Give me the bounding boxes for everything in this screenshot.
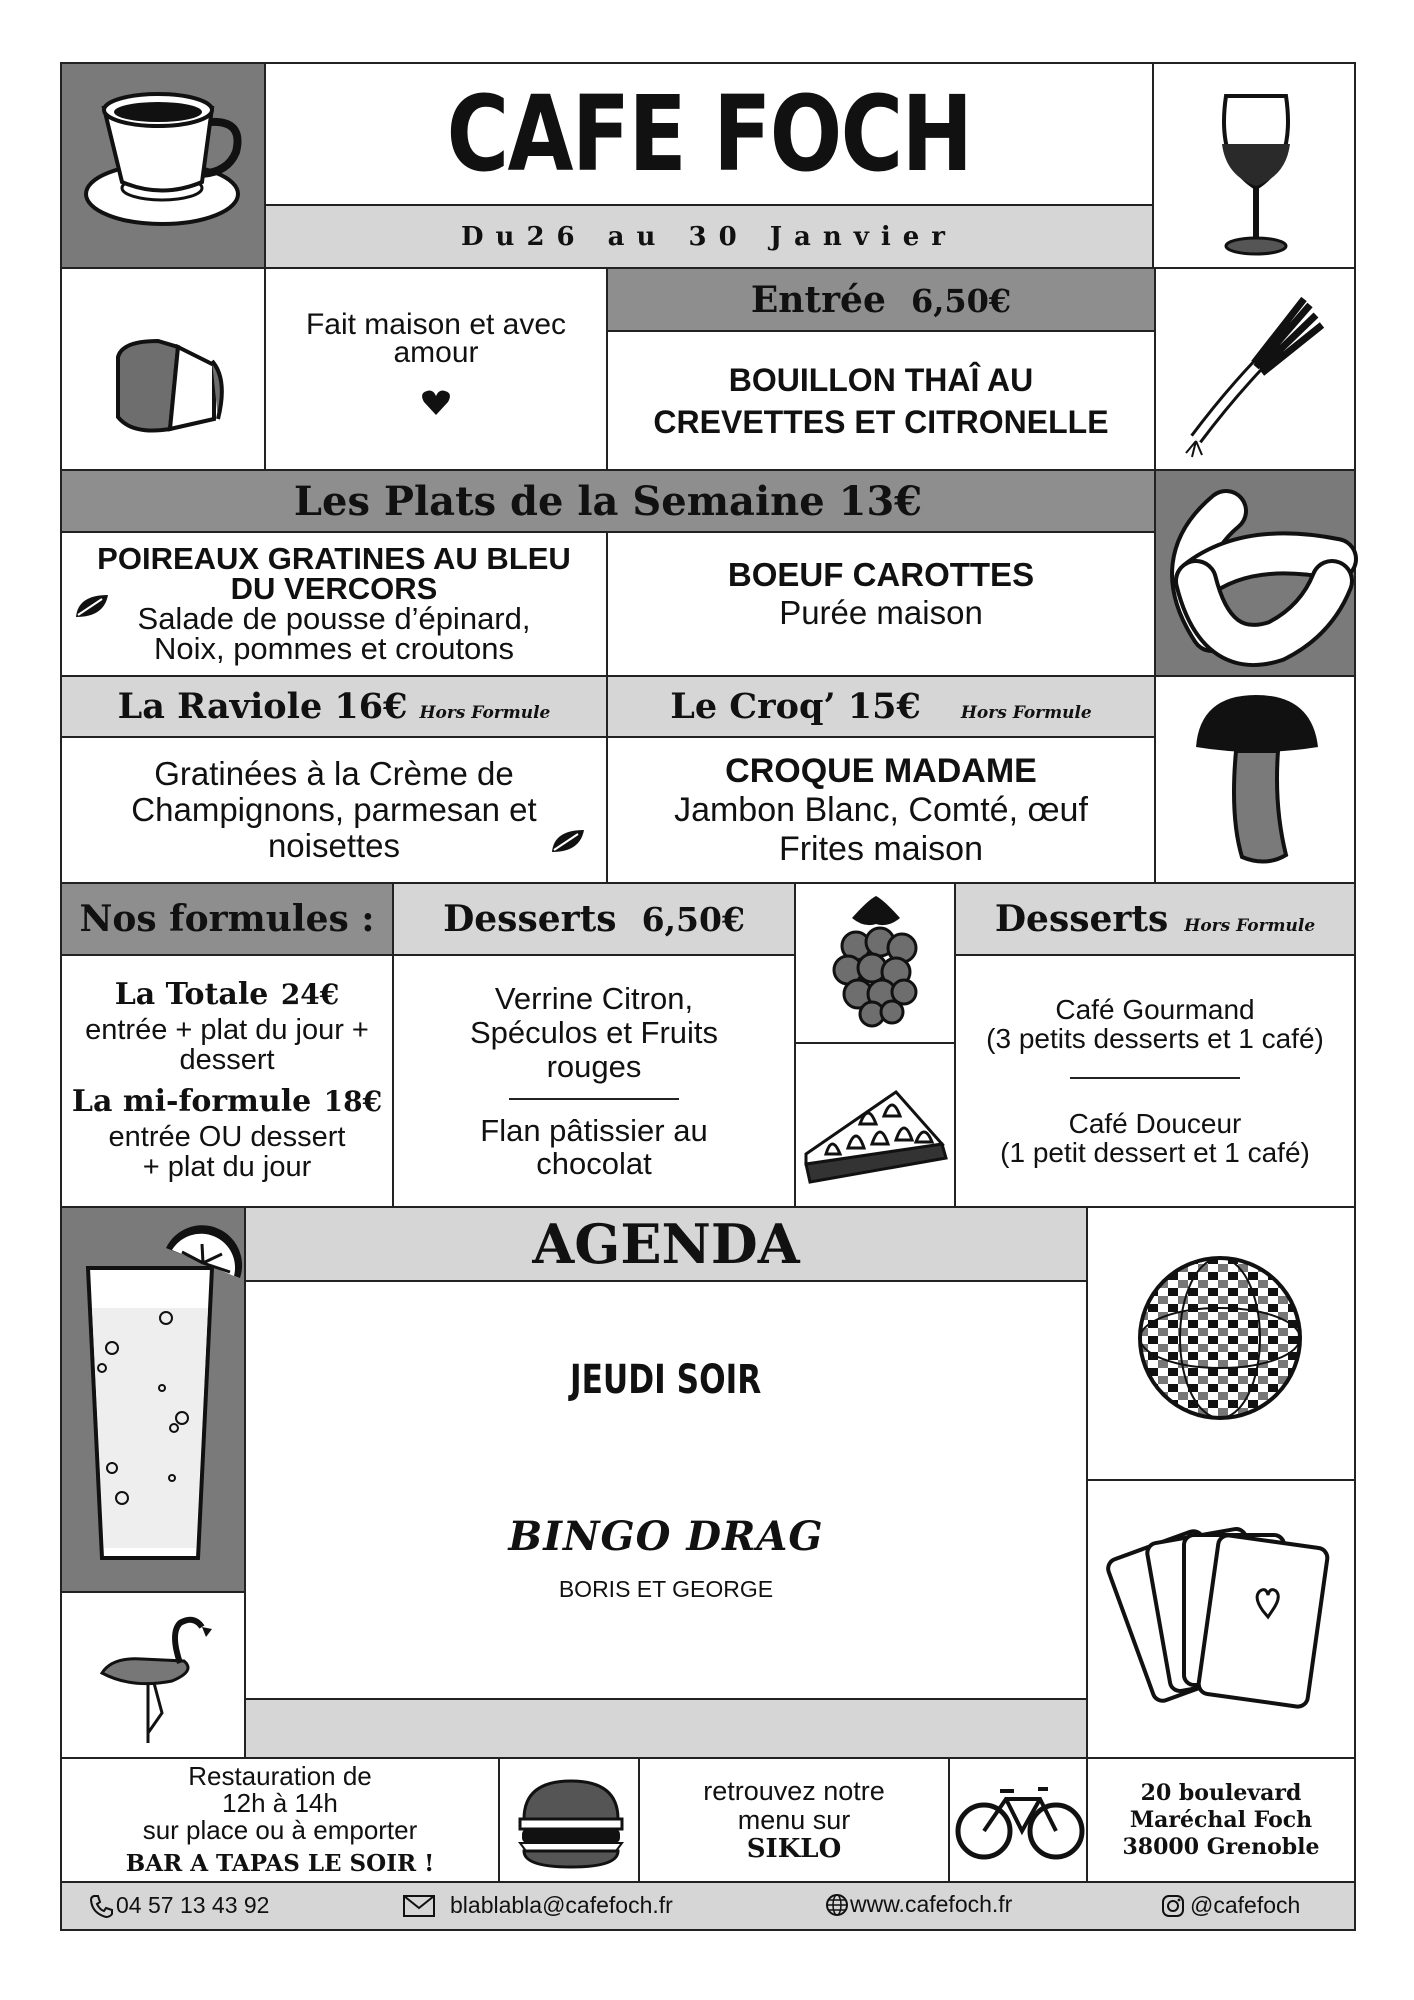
formule-2-line: + plat du jour [142, 1151, 312, 1183]
contact-website[interactable] [824, 1891, 1012, 1918]
leaf-icon [74, 591, 110, 621]
formule-2-title: La mi-formule [71, 1084, 312, 1119]
leaf-icon [550, 826, 586, 856]
phone-icon [88, 1893, 114, 1919]
formule-2-line: entrée OU dessert [108, 1121, 346, 1153]
instagram-icon [1160, 1893, 1186, 1919]
intro-text [305, 308, 567, 369]
address-text [1123, 1780, 1320, 1861]
raviole-line: noisettes [267, 827, 401, 864]
dessert-2-line: chocolat [536, 1146, 652, 1181]
raviole-header [60, 675, 608, 738]
hours-line: sur place ou à emporter [142, 1815, 418, 1845]
croq-line: Jambon Blanc, Comté, œuf [674, 790, 1088, 829]
entree-dish-line: CREVETTES ET CITRONELLE [653, 403, 1109, 440]
flamingo-icon [62, 1593, 248, 1761]
entree-header [606, 267, 1156, 332]
coffee-cup-icon [62, 64, 268, 271]
plat2-panel [606, 531, 1156, 677]
dessert-divider [509, 1098, 679, 1100]
cheese-icon [62, 269, 268, 473]
formule-1-line: dessert [179, 1044, 275, 1076]
dessert-2-line: Flan pâtissier au [480, 1113, 708, 1148]
formule-1-title: La Totale [114, 977, 269, 1012]
contact-bar [60, 1881, 1356, 1931]
dessert-1-line: Verrine Citron, [494, 981, 694, 1016]
leek-panel [1154, 267, 1356, 471]
phone-text: 04 57 13 43 92 [116, 1892, 270, 1918]
desserts-hf-tag: Hors Formule [1184, 916, 1316, 936]
desserts-header [392, 882, 796, 956]
hours-panel [60, 1757, 500, 1883]
raviole-tag: Hors Formule [419, 703, 551, 723]
dates-bar [264, 204, 1154, 269]
dates-text: Du26 au 30 Janvier [461, 221, 957, 252]
agenda-header [244, 1206, 1088, 1282]
cafe-gourmand-line: Café Gourmand [1055, 994, 1255, 1025]
siklo-text [703, 1777, 885, 1864]
raviole-desc [131, 756, 536, 864]
cheese-panel [60, 267, 266, 471]
croq-desc [674, 752, 1088, 869]
burger-icon [500, 1759, 642, 1885]
entree-title [751, 279, 1011, 321]
instagram-text: @cafefoch [1190, 1892, 1301, 1918]
sausage-panel [1154, 469, 1356, 677]
plat1-panel [60, 531, 608, 677]
cafe-douceur-line: Café Douceur [1068, 1108, 1242, 1139]
raviole-title: La Raviole 16€ [117, 686, 408, 727]
croq-panel [606, 736, 1156, 884]
desserts-hf-title-row [995, 898, 1315, 940]
hours-line: 12h à 14h [222, 1788, 338, 1818]
pie-panel [794, 1042, 956, 1208]
raviole-line: Champignons, parmesan et [131, 791, 537, 828]
leek-icon [1156, 269, 1358, 473]
drink-panel [60, 1206, 246, 1593]
siklo-line: retrouvez notre [703, 1775, 885, 1806]
plat2-desc: Purée maison [779, 594, 983, 631]
raspberry-panel [794, 882, 956, 1044]
raspberry-icon [796, 884, 958, 1046]
dessert-1-line: Spéculos et Fruits [469, 1015, 719, 1050]
plat1-desc: Salade de pousse d’épinard, [137, 601, 531, 636]
disco-ball-icon [1088, 1208, 1358, 1483]
bike-panel [948, 1757, 1088, 1883]
brand-panel [264, 62, 1154, 206]
intro-line: amour [393, 336, 479, 369]
plat1-name: POIREAUX GRATINES AU BLEU [97, 541, 571, 576]
dessert-1-line: rouges [546, 1049, 642, 1084]
desserts-hf-header [954, 882, 1356, 956]
sausage-icon [1156, 471, 1358, 679]
lemon-pie-icon [796, 1044, 958, 1210]
plat2-content [728, 556, 1034, 632]
contact-email[interactable] [402, 1892, 673, 1919]
heart-icon [421, 389, 451, 417]
croq-line: Frites maison [778, 829, 984, 868]
siklo-panel [638, 1757, 950, 1883]
hours-line: Restauration de [188, 1761, 372, 1791]
plats-title: Les Plats de la Semaine 13€ [293, 477, 923, 525]
entree-title-label: Entrée [750, 278, 886, 321]
plats-header [60, 469, 1156, 533]
website-text: www.cafefoch.fr [850, 1891, 1013, 1917]
bicycle-icon [950, 1759, 1090, 1885]
address-line: 20 boulevard [1140, 1779, 1302, 1806]
raviole-title-row [118, 686, 551, 727]
croq-title: Le Croq’ 15€ [670, 686, 921, 727]
dessert-2 [480, 1114, 707, 1180]
intro-panel [264, 267, 608, 471]
agenda-content [244, 1280, 1088, 1700]
entree-dish-line: BOUILLON THAÎ AU [728, 361, 1034, 398]
raviole-panel [60, 736, 608, 884]
plat1-name: DU VERCORS [230, 571, 438, 606]
contact-instagram[interactable] [1160, 1892, 1300, 1919]
intro-line: Fait maison et avec [305, 308, 567, 341]
wine-glass-icon [1154, 64, 1358, 271]
address-line: 38000 Grenoble [1122, 1833, 1320, 1860]
raviole-line: Gratinées à la Crème de [154, 755, 514, 792]
desserts-panel [392, 954, 796, 1208]
coffee-cup-panel [60, 62, 266, 269]
croq-header [606, 675, 1156, 738]
entree-dish-panel [606, 330, 1156, 471]
plat1-content [97, 541, 571, 666]
mushroom-panel [1154, 675, 1356, 884]
siklo-line: menu sur [737, 1804, 851, 1835]
cafe-gourmand [986, 995, 1324, 1053]
agenda-title: AGENDA [532, 1212, 800, 1276]
cafe-douceur-line: (1 petit dessert et 1 café) [1000, 1137, 1310, 1168]
agenda-event: BINGO DRAG [508, 1513, 824, 1560]
desserts-price: 6,50€ [641, 900, 745, 939]
formules-title: Nos formules : [79, 898, 375, 940]
playing-cards-icon [1088, 1481, 1358, 1761]
formule-1-price: 24€ [280, 978, 340, 1011]
soda-glass-icon [62, 1208, 248, 1595]
cafe-gourmand-line: (3 petits desserts et 1 café) [986, 1023, 1324, 1054]
disco-panel [1086, 1206, 1356, 1481]
plat2-name: BOEUF CAROTTES [727, 556, 1035, 593]
formules-header [60, 882, 394, 956]
formule-1-line: entrée + plat du jour + [85, 1014, 369, 1046]
desserts-hf-panel [954, 954, 1356, 1208]
mushroom-icon [1156, 677, 1358, 886]
entree-dish [653, 359, 1108, 443]
tapas-line: BAR A TAPAS LE SOIR ! [125, 1850, 435, 1877]
agenda-day: JEUDI SOIR [570, 1357, 762, 1403]
cards-panel [1086, 1479, 1356, 1759]
formule-1 [85, 977, 369, 1076]
agenda-hosts: BORIS ET GEORGE [558, 1576, 774, 1602]
wine-glass-panel [1152, 62, 1356, 269]
formule-2-price: 18€ [323, 1085, 383, 1118]
cafe-douceur [1000, 1109, 1310, 1167]
address-line: Maréchal Foch [1129, 1806, 1313, 1833]
globe-icon [824, 1892, 850, 1918]
dessert-1 [470, 982, 718, 1084]
formule-2 [71, 1084, 383, 1183]
formules-panel [60, 954, 394, 1208]
croq-tag: Hors Formule [960, 703, 1092, 723]
mail-icon [402, 1893, 436, 1919]
hours-text [126, 1763, 434, 1877]
contact-phone[interactable] [88, 1892, 269, 1919]
croq-title-row [670, 686, 1092, 727]
desserts-hf-divider [1070, 1077, 1240, 1079]
brand-title: CAFE FOCH [446, 73, 972, 195]
desserts-title-row [443, 898, 745, 940]
email-text: blablabla@cafefoch.fr [450, 1892, 673, 1918]
desserts-hf-title: Desserts [994, 898, 1169, 940]
desserts-title: Desserts [443, 898, 617, 940]
plat1-desc: Noix, pommes et croutons [153, 631, 515, 666]
burger-panel [498, 1757, 640, 1883]
siklo-brand: SIKLO [746, 1833, 842, 1864]
address-panel [1086, 1757, 1356, 1883]
agenda-footer-bar [244, 1698, 1088, 1759]
entree-price: 6,50€ [910, 281, 1012, 320]
croq-name: CROQUE MADAME [725, 751, 1037, 790]
flamingo-panel [60, 1591, 246, 1759]
